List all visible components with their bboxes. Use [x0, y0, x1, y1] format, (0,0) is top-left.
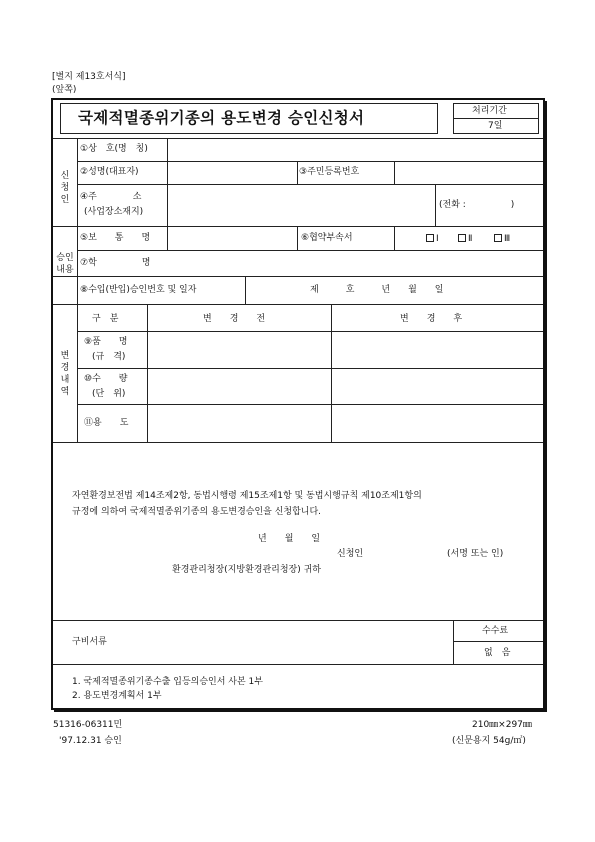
applicant-section-label: 신 청 인: [60, 171, 70, 205]
use-after-field[interactable]: [332, 405, 542, 441]
use-before-field[interactable]: [148, 405, 330, 441]
item-after-field[interactable]: [332, 332, 542, 367]
frame-shadow: [545, 101, 547, 712]
form-code: 51316-06311민: [53, 720, 123, 730]
company-name-field[interactable]: [168, 139, 542, 160]
form-number: [별지 제13호서식]: [52, 72, 126, 82]
processing-period-value: 7일: [488, 121, 503, 131]
convention-appendix-label: ⑥협약부속서: [301, 233, 353, 243]
resident-number-field[interactable]: [395, 162, 542, 183]
column-before-header: 변 경 전: [203, 314, 266, 324]
fee-value: 없 음: [484, 648, 511, 658]
scientific-name-field[interactable]: [168, 251, 542, 275]
row-use-label: ⑪용 도: [84, 418, 129, 428]
resident-number-label: ③주민등록번호: [299, 167, 360, 177]
applicant-signature-label: 신청인: [337, 549, 364, 559]
form-approval-date: '97.12.31 승인: [59, 736, 122, 746]
application-date[interactable]: 년 월 일: [258, 534, 321, 544]
change-section-label: 변 경 내 역: [60, 351, 70, 397]
column-after-header: 변 경 후: [400, 314, 463, 324]
quantity-before-field[interactable]: [148, 369, 330, 403]
processing-period-label: 처리기간: [472, 106, 507, 116]
recipient-line: 환경관리청장(지방환경관리청장) 귀하: [172, 565, 321, 575]
document-item: 1. 국제적멸종위기종수출 입등의승인서 사본 1부: [72, 677, 263, 687]
address-field[interactable]: [168, 185, 434, 225]
representative-label: ②성명(대표자): [80, 167, 139, 177]
page-title: 국제적멸종위기종의 용도변경 승인신청서: [78, 109, 365, 127]
page-side-label: (앞쪽): [52, 85, 77, 95]
required-documents-label: 구비서류: [72, 637, 107, 647]
row-item-label: ⑨품 명: [84, 337, 128, 347]
paper-size: 210㎜×297㎜: [472, 720, 532, 730]
company-name-label: ①상 호(명 칭): [80, 144, 148, 154]
row-quantity-label: ⑩수 량: [84, 374, 128, 384]
address-sub-label: (사업장소재지): [84, 207, 144, 217]
address-label: ④주 소: [80, 192, 142, 202]
paper-type: (신문용지 54g/㎡): [452, 736, 526, 746]
frame-shadow: [54, 710, 547, 712]
scientific-name-label: ⑦학 명: [80, 258, 151, 268]
common-name-label: ⑤보 통 명: [80, 233, 151, 243]
column-type-header: 구 분: [92, 314, 119, 324]
appendix-option-1[interactable]: Ⅰ: [426, 234, 439, 244]
document-item: 2. 용도변경계획서 1부: [72, 691, 162, 701]
row-quantity-sub-label: (단 위): [92, 389, 126, 399]
appendix-option-2[interactable]: Ⅱ: [458, 234, 472, 244]
fee-label: 수수료: [482, 626, 509, 636]
common-name-field[interactable]: [168, 227, 296, 249]
import-approval-value[interactable]: 제 호 년 월 일: [310, 285, 444, 295]
checkbox-icon: [426, 234, 434, 242]
statement-line-1: 자연환경보전법 제14조제2항, 동법시행령 제15조제1항 및 동법시행규칙 제10조제1항의: [72, 491, 422, 501]
statement-line-2: 규정에 의하여 국제적멸종위기종의 용도변경승인을 신청합니다.: [72, 507, 322, 517]
signature-note: (서명 또는 인): [447, 549, 504, 559]
approval-section-label: 승인 내용: [56, 253, 74, 275]
appendix-option-3[interactable]: Ⅲ: [494, 234, 510, 244]
representative-field[interactable]: [168, 162, 296, 183]
import-approval-label: ⑧수입(반입)승인번호 및 일자: [80, 285, 197, 295]
checkbox-icon: [458, 234, 466, 242]
checkbox-icon: [494, 234, 502, 242]
row-item-sub-label: (규 격): [92, 352, 126, 362]
phone-label: (전화 : ): [439, 200, 515, 210]
quantity-after-field[interactable]: [332, 369, 542, 403]
item-before-field[interactable]: [148, 332, 330, 367]
